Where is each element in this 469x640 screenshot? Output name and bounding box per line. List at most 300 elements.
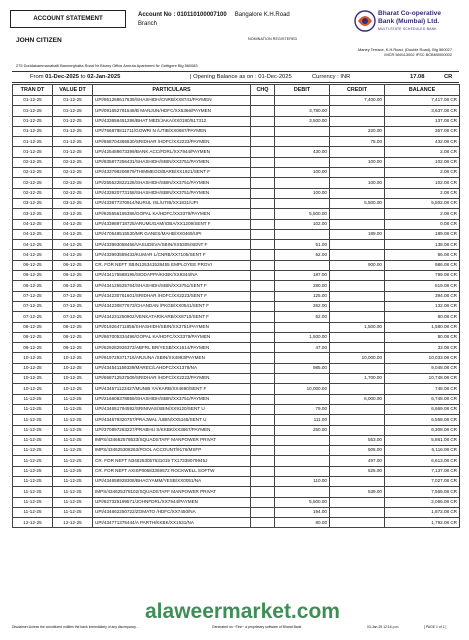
tran-date-cell: 06-12-25 [13,281,53,291]
cheque-cell [251,312,275,322]
tran-date-cell: 11-12-25 [13,487,53,497]
particulars-cell: UPI/433993058456/VASUDEVA/SBIN/XX5305/SENT F [93,240,251,250]
balance-cell: 1,792.08 CR [385,518,460,528]
debit-cell: 280.00 [275,281,330,291]
particulars-cell: UPI/825556195386/GOPAL KA/HDFC/XX3379/PAYMEN [93,209,251,219]
debit-cell [275,446,330,456]
particulars-cell: UPI/425489673399/BANK ACC/FDRL/XX7944/PAYMEN [93,147,251,157]
cheque-cell [251,301,275,311]
table-row [13,96,460,106]
balance-cell: 6,669.08 CR [385,404,460,414]
particulars-cell: UPI/434230877673/CHANDAN /PKGB/XX0541/SENT F [93,301,251,311]
tran-date-cell: 11-12-25 [13,497,53,507]
table-row [13,116,460,126]
table-row [13,260,460,270]
debit-cell [275,435,330,445]
bank-emblem-icon [354,8,376,36]
value-date-cell: 10-12-25 [53,353,93,363]
balance-cell: 86.08 CR [385,250,460,260]
cheque-cell [251,116,275,126]
statement-header [10,10,460,44]
cheque-cell [251,137,275,147]
customer-name: JOHN CITIZEN [16,37,62,44]
debit-cell: 3,780.00 [275,106,330,116]
cheque-cell [251,96,275,106]
table-row [13,219,460,229]
particulars-cell: UPI/433798206879/THIMMEGO/BARB/XX1921/SENT F [93,168,251,178]
tran-date-cell: 11-12-25 [13,466,53,476]
cheque-cell [251,353,275,363]
table-row [13,271,460,281]
balance-cell: 2.08 CR [385,168,460,178]
credit-cell [330,281,385,291]
balance-cell: 6,748.08 CR [385,394,460,404]
balance-cell: 432.08 CR [385,137,460,147]
value-date-cell: 10-12-25 [53,374,93,384]
debit-cell: 194.00 [275,507,330,517]
tran-date-cell: 11-12-25 [13,507,53,517]
balance-cell: 7,027.08 CR [385,476,460,486]
cheque-cell [251,229,275,239]
credit-cell [330,415,385,425]
tran-date-cell: 06-12-25 [13,260,53,270]
debit-cell: 985.00 [275,363,330,373]
table-row [13,250,460,260]
debit-cell: 52.00 [275,250,330,260]
value-date-cell: 01-12-25 [53,147,93,157]
value-date-cell: 11-12-25 [53,394,93,404]
balance-cell: 7,417.08 CR [385,96,460,106]
cheque-cell [251,332,275,342]
value-date-cell: 02-12-25 [53,168,93,178]
particulars-cell: UPI/766878811711/GOWRI N /UTIB/XX0687/PAYMEN [93,126,251,136]
table-row [13,384,460,394]
debit-cell [275,487,330,497]
tran-date-cell: 07-12-25 [13,301,53,311]
credit-cell: 900.00 [330,260,385,270]
particulars-cell: UPI/951268617639/SHASHIDH/CNRB/XX8741/PAYMEN [93,96,251,106]
debit-cell: 79.00 [275,404,330,414]
balance-cell: 80.08 CR [385,312,460,322]
balance-cell: 2.08 CR [385,209,460,219]
value-date-cell: 11-12-25 [53,425,93,435]
table-row [13,126,460,136]
particulars-cell: UPI/019264711855/SHASHIDH/SBIN/XX3751/PAYMEN [93,322,251,332]
credit-cell [330,507,385,517]
credit-cell [330,219,385,229]
particulars-cell: UPI/919729371716/ARJUNA /SBIN/XX4993/PAYMEN [93,353,251,363]
credit-cell [330,188,385,198]
balance-cell: 799.08 CR [385,271,460,281]
tran-date-cell: 02-12-25 [13,157,53,167]
credit-cell: 189.00 [330,229,385,239]
cheque-cell [251,240,275,250]
cheque-cell [251,291,275,301]
tran-date-cell: 07-12-25 [13,291,53,301]
debit-cell: 1,500.00 [275,332,330,342]
value-date-cell: 11-12-25 [53,435,93,445]
credit-cell [330,476,385,486]
balance-cell: 80.08 CR [385,332,460,342]
value-date-cell: 07-12-25 [53,301,93,311]
tran-date-cell: 04-12-25 [13,229,53,239]
value-date-cell: 11-12-25 [53,497,93,507]
table-row [13,229,460,239]
debit-cell [275,456,330,466]
cheque-cell [251,198,275,208]
table-row [13,281,460,291]
cheque-cell [251,384,275,394]
cheque-cell [251,456,275,466]
balance-cell: 1,580.08 CR [385,322,460,332]
credit-cell [330,240,385,250]
table-row [13,157,460,167]
value-date-cell: 11-12-25 [53,466,93,476]
debit-cell [275,394,330,404]
value-date-cell: 02-12-25 [53,178,93,188]
tran-date-cell: 02-12-25 [13,168,53,178]
value-date-cell: 11-12-25 [53,476,93,486]
table-row [13,374,460,384]
transactions-table [12,84,460,528]
table-row [13,240,460,250]
debit-cell: 125.00 [275,291,330,301]
col-header-particulars: PARTICULARS [93,85,251,96]
particulars-cell: UPI/668712537509/SRIDHAR /HDFC/XX2223/PAYMEN [93,374,251,384]
debit-cell [275,374,330,384]
value-date-cell: 01-12-25 [53,116,93,126]
particulars-cell: UPI/867005334496/GOPAL KA/HDFC/XX3379/PAYMEN [93,332,251,342]
table-row [13,446,460,456]
tran-date-cell: 07-12-25 [13,312,53,322]
tran-date-cell: 08-12-25 [13,322,53,332]
particulars-cell: UPI/558704365530/SRIDHAR /HDFC/XX2223/PAYMEN [93,137,251,147]
credit-cell [330,209,385,219]
cheque-cell [251,271,275,281]
table-row [13,466,460,476]
balance-cell: 189.08 CR [385,229,460,239]
tran-date-cell: 11-12-25 [13,435,53,445]
value-date-cell: 06-12-25 [53,271,93,281]
particulars-cell: IMPS/434625378102/SQUADSTAFF MANPOWER PRIVAT [93,487,251,497]
balance-cell: 5,502.08 CR [385,198,460,208]
credit-cell [330,291,385,301]
tran-date-cell: 11-12-25 [13,456,53,466]
debit-cell: 5,500.00 [275,209,330,219]
balance-cell: 1,872.08 CR [385,507,460,517]
value-date-cell: 10-12-25 [53,363,93,373]
debit-cell [275,198,330,208]
col-header-debit: DEBIT [275,85,330,96]
table-header-row [13,85,460,96]
cheque-cell [251,476,275,486]
value-date-cell: 08-12-25 [53,322,93,332]
credit-cell [330,312,385,322]
cheque-cell [251,250,275,260]
tran-date-cell: 12-12-25 [13,518,53,528]
value-date-cell: 06-12-25 [53,260,93,270]
opening-balance-label: | Opening Balance as on : 01-Dec-2025 [190,74,292,80]
value-date-cell: 02-12-25 [53,157,93,167]
credit-cell: 220.00 [330,126,385,136]
balance-cell: 748.08 CR [385,384,460,394]
debit-cell: 80.00 [275,518,330,528]
tran-date-cell: 10-12-25 [13,353,53,363]
table-row [13,456,460,466]
cheque-cell [251,425,275,435]
debit-cell: 250.00 [275,425,330,435]
credit-cell [330,518,385,528]
credit-cell [330,271,385,281]
table-row [13,425,460,435]
customer-address: 275 Doddakammanahalli Bannerghatta Road Nr Bionry Office Amruta Apartment Nr Gottigere Blg 560083 [16,63,198,68]
particulars-cell: UPI/091652791548/B MANJUN/HDFC/XX5366/PAYMEN [93,106,251,116]
credit-cell: 1,700.00 [330,374,385,384]
particulars-cell: UPI/434679320757/PRAJWAL /UBIN/XX5145/SENT U [93,415,251,425]
period-from-prefix: From [30,74,44,80]
cheque-cell [251,435,275,445]
period-to-date: 02-Jan-2025 [87,74,121,80]
particulars-cell: UPI/216608378859/SHASHIDH/SBIN/XX3751/PAYMEN [93,394,251,404]
particulars-cell: UPI/434231250902/VENKATAR/KARB/XX8710/SENT F [93,312,251,322]
credit-cell: 100.00 [330,157,385,167]
credit-cell: 7,400.00 [330,96,385,106]
cheque-cell [251,487,275,497]
statement-period-bar [12,71,459,83]
debit-cell: 51.00 [275,240,330,250]
balance-cell: 10,748.08 CR [385,374,460,384]
cheque-cell [251,126,275,136]
table-row [13,497,460,507]
footer-disclaimer: Disclaimer:Unless the constituent notifies the bank immediately of any discrepancy... [12,625,139,629]
cheque-cell [251,374,275,384]
debit-cell: 52.00 [275,312,330,322]
particulars-cell: CR. FOR NEFT N346253057631019 TX17339079945J [93,456,251,466]
tran-date-cell: 10-12-25 [13,384,53,394]
table-row [13,507,460,517]
tran-date-cell: 02-12-25 [13,178,53,188]
cheque-cell [251,178,275,188]
debit-cell [275,178,330,188]
value-date-cell: 07-12-25 [53,291,93,301]
particulars-cell: UPI/434541159339/MAREC/LAHDFC/XX1378/NA [93,363,251,373]
balance-cell: 7,566.08 CR [385,487,460,497]
value-date-cell: 11-12-25 [53,415,93,425]
debit-cell: 111.00 [275,415,330,425]
tran-date-cell: 01-12-25 [13,126,53,136]
bank-micr-line: MICR 560113002 IFSC BCBM0000002 [384,52,452,58]
particulars-cell: UPI/433989718725/ARUMUGAM/IOBA/XX1209/SENT F [93,219,251,229]
tran-date-cell: 08-12-25 [13,343,53,353]
balance-cell: 9,048.08 CR [385,363,460,373]
tran-date-cell: 11-12-25 [13,425,53,435]
table-row [13,332,460,342]
balance-cell: 137.08 CR [385,116,460,126]
value-date-cell: 08-12-25 [53,332,93,342]
value-date-cell: 03-12-25 [53,198,93,208]
col-header-value-date: VALUE DT [53,85,93,96]
value-date-cell: 01-12-25 [53,106,93,116]
col-header-balance: BALANCE [385,85,460,96]
particulars-cell: UPI/434125525764/SHASHIDH/SBIN/XX3751/SENT F [93,281,251,291]
particulars-cell: IMPS/434625308263/POOL ACCOUNT/9176/MSFP [93,446,251,456]
credit-cell [330,301,385,311]
cheque-cell [251,446,275,456]
cheque-cell [251,322,275,332]
debit-cell [275,96,330,106]
currency-label: Currency : INR [312,74,351,80]
tran-date-cell: 01-12-25 [13,106,53,116]
value-date-cell: 11-12-25 [53,456,93,466]
opening-balance-value: 17.08 [410,74,425,80]
debit-cell [275,322,330,332]
table-row [13,147,460,157]
table-row [13,353,460,363]
balance-cell: 2.08 CR [385,188,460,198]
value-date-cell: 06-12-25 [53,281,93,291]
balance-cell: 2,066.08 CR [385,497,460,507]
table-row [13,415,460,425]
balance-cell: 5,861.08 CR [385,435,460,445]
value-date-cell: 02-12-25 [53,188,93,198]
particulars-cell: UPI/434771375444/A PARTH/KKBK/XX1531/NA [93,518,251,528]
credit-cell [330,332,385,342]
debit-cell [275,353,330,363]
tran-date-cell: 11-12-25 [13,476,53,486]
tran-date-cell: 11-12-25 [13,415,53,425]
bank-logo [354,8,460,38]
period-from-date: 01-Dec-2025 [45,74,79,80]
credit-cell: 5,500.00 [330,198,385,208]
cheque-cell [251,507,275,517]
cheque-cell [251,219,275,229]
balance-cell: 986.08 CR [385,260,460,270]
table-row [13,188,460,198]
credit-cell: 100.00 [330,178,385,188]
cheque-cell [251,168,275,178]
debit-cell [275,126,330,136]
account-number: Account No : 010110100007100 [138,12,227,18]
particulars-cell: UPI/434651794592/SRINIVAS/SBIN/XX9120/SENT U [93,404,251,414]
balance-cell: 2.08 CR [385,147,460,157]
bank-tagline: MULTI-STATE SCHEDULED BANK [378,27,437,31]
particulars-cell: UPI/433920773158/SHASHIDH/SBIN/XX3751/PAYMEN [93,188,251,198]
credit-cell [330,250,385,260]
cheque-cell [251,363,275,373]
balance-cell: 394.08 CR [385,291,460,301]
tran-date-cell: 01-12-25 [13,147,53,157]
credit-cell: 553.00 [330,435,385,445]
credit-cell: 6,000.00 [330,394,385,404]
balance-cell: 6,116.08 CR [385,446,460,456]
site-watermark: alaweermarket.com [145,600,340,623]
balance-cell: 0.08 CR [385,219,460,229]
cheque-cell [251,497,275,507]
credit-cell [330,147,385,157]
debit-cell: 100.00 [275,188,330,198]
debit-cell: 10,000.00 [275,384,330,394]
tran-date-cell: 11-12-25 [13,446,53,456]
branch-name: Bangalore K.H.Road [234,12,290,18]
value-date-cell: 01-12-25 [53,96,93,106]
particulars-cell: UPI/434658928308/BHAGYAMM/YESB/XX0051/NA [93,476,251,486]
statement-footer [12,625,459,629]
table-row [13,404,460,414]
value-date-cell: 01-12-25 [53,137,93,147]
particulars-cell: UPI/935877256431/SHASHIDH/SBIN/XX3751/PAYMEN [93,157,251,167]
cheque-cell [251,394,275,404]
credit-cell: 525.00 [330,466,385,476]
table-row [13,137,460,147]
debit-cell: 110.00 [275,476,330,486]
tran-date-cell: 04-12-25 [13,219,53,229]
debit-cell: 100.00 [275,168,330,178]
particulars-cell: UPI/434571123427/MUNIB YA/KARB/XX4690/SENT F [93,384,251,394]
table-row [13,198,460,208]
statement-title: ACCOUNT STATEMENT [10,10,126,28]
tran-date-cell: 04-12-25 [13,250,53,260]
tran-date-cell: 10-12-25 [13,363,53,373]
table-row [13,343,460,353]
debit-cell: 3,500.00 [275,116,330,126]
particulars-cell: UPI/470548515530/MR GANES/MAHB/XX0469/UPI [93,229,251,239]
value-date-cell: 08-12-25 [53,343,93,353]
debit-cell [275,137,330,147]
tran-date-cell: 01-12-25 [13,116,53,126]
credit-cell: 75.00 [330,137,385,147]
debit-cell: 5,500.00 [275,497,330,507]
value-date-cell: 11-12-25 [53,487,93,497]
particulars-cell: UPI/255522822128/SHASHIDH/SBIN/XX3751/PAYMEN [93,178,251,188]
particulars-cell: UPI/433993589433/KUMAR L/CNRB/XX7105/SENT F [93,250,251,260]
value-date-cell: 04-12-25 [53,240,93,250]
particulars-cell: UPI/434230761601/SRIDHAR /HDFC/XX2223/SENT F [93,291,251,301]
bank-address [300,47,452,57]
table-row [13,168,460,178]
tran-date-cell: 02-12-25 [13,188,53,198]
bank-name-line1: Bharat Co-operative [378,10,442,17]
particulars-cell: UPI/433877370914/NURUL ISL/UTIB/XX1831/UPI [93,198,251,208]
bank-name-line2: Bank (Mumbai) Ltd. [378,18,440,25]
cheque-cell [251,466,275,476]
credit-cell [330,384,385,394]
cheque-cell [251,260,275,270]
balance-cell: 10,033.08 CR [385,353,460,363]
table-row [13,476,460,486]
tran-date-cell: 03-12-25 [13,198,53,208]
tran-date-cell: 04-12-25 [13,240,53,250]
footer-page-number: [ PAGE 1 of 1 ] [424,625,447,629]
value-date-cell: 04-12-25 [53,219,93,229]
tran-date-cell: 11-12-25 [13,394,53,404]
cheque-cell [251,518,275,528]
transactions-body [13,96,460,528]
value-date-cell: 12-12-25 [53,518,93,528]
value-date-cell: 07-12-25 [53,312,93,322]
balance-cell: 7,137.08 CR [385,466,460,476]
nomination-label: NOMINATION REGISTERED [248,37,298,41]
credit-cell [330,404,385,414]
value-date-cell: 11-12-25 [53,446,93,456]
particulars-cell: UPI/433656451286/BHAT MED/JAKA/XX0180/517312 [93,116,251,126]
credit-cell: 497.00 [330,456,385,466]
branch-label: Branch [138,21,158,27]
value-date-cell: 04-12-25 [53,250,93,260]
table-row [13,301,460,311]
debit-cell [275,229,330,239]
cheque-cell [251,404,275,414]
particulars-cell: UPI/629282926372/ABFRL BR/YESB/XX1614/PAYMEN [93,343,251,353]
